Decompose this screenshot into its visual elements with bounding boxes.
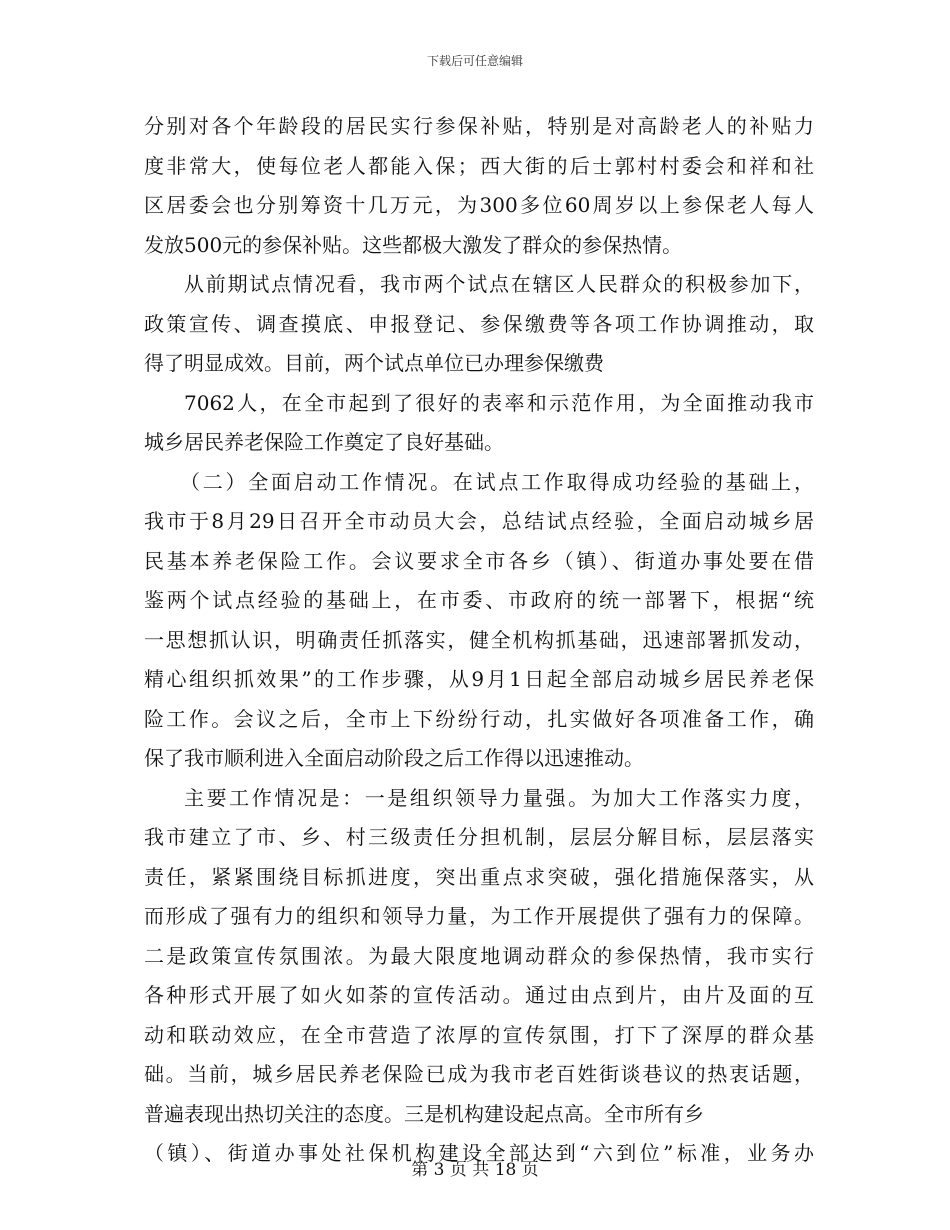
text-line: 而形成了强有力的组织和领导力量，为工作开展提供了强有力的保障。 xyxy=(144,904,814,928)
text-line: 各种形式开展了如火如荼的宣传活动。通过由点到片，由片及面的互 xyxy=(144,983,814,1007)
text-line: 城乡居民养老保险工作奠定了良好基础。 xyxy=(144,430,504,454)
text-line: 鉴两个试点经验的基础上，在市委、市政府的统一部署下，根据“统 xyxy=(144,588,814,612)
text-line: 普遍表现出热切关注的态度。三是机构建设起点高。全市所有乡 xyxy=(144,1101,704,1126)
text-line: 动和联动效应，在全市营造了浓厚的宣传氛围，打下了深厚的群众基 xyxy=(144,1022,814,1047)
text-line: 础。当前，城乡居民养老保险已成为我市老百姓街谈巷议的热衷话题， xyxy=(144,1062,814,1086)
text-line: 我市建立了市、乡、村三级责任分担机制，层层分解目标，层层落实 xyxy=(144,825,814,849)
text-line: 度非常大，使每位老人都能入保；西大街的后士郭村村委会和祥和社 xyxy=(144,153,814,178)
text-line: 一思想抓认识，明确责任抓落实，健全机构抓基础，迅速部署抓发动， xyxy=(144,627,814,652)
text-line: 责任，紧紧围绕目标抓进度，突出重点求突破，强化措施保落实，从 xyxy=(144,864,814,889)
page-number: 第 3 页 共 18 页 xyxy=(411,1160,539,1180)
text-line: 主要工作情况是：一是组织领导力量强。为加大工作落实力度， xyxy=(184,785,814,810)
text-line: 险工作。会议之后，全市上下纷纷行动，扎实做好各项准备工作，确 xyxy=(144,706,814,731)
page-header: 下载后可任意编辑 xyxy=(426,54,523,68)
text-line: 我市于8月29日召开全市动员大会，总结试点经验，全面启动城乡居 xyxy=(144,509,814,533)
text-line: 7062人，在全市起到了很好的表率和示范作用，为全面推动我市 xyxy=(184,390,814,415)
text-line: 精心组织抓效果”的工作步骤，从9月1日起全部启动城乡居民养老保 xyxy=(144,667,814,691)
text-line: 得了明显成效。目前，两个试点单位已办理参保缴费 xyxy=(144,351,604,375)
text-line: 保了我市顺利进入全面启动阶段之后工作得以迅速推动。 xyxy=(144,746,644,770)
text-line: 民基本养老保险工作。会议要求全市各乡（镇）、街道办事处要在借 xyxy=(144,548,814,573)
text-line: 从前期试点情况看，我市两个试点在辖区人民群众的积极参加下， xyxy=(184,272,814,296)
text-line: （二）全面启动工作情况。在试点工作取得成功经验的基础上， xyxy=(180,469,814,494)
text-line: 分别对各个年龄段的居民实行参保补贴，特别是对高龄老人的补贴力 xyxy=(144,114,814,138)
text-line: 二是政策宣传氛围浓。为最大限度地调动群众的参保热情，我市实行 xyxy=(144,943,814,968)
document-body xyxy=(144,107,814,1174)
text-line: 发放500元的参保补贴。这些都极大激发了群众的参保热情。 xyxy=(144,232,683,257)
text-line: 区居委会也分别筹资十几万元，为300多位60周岁以上参保老人每人 xyxy=(144,193,814,217)
text-line: （镇）、街道办事处社保机构建设全部达到“六到位”标准，业务办 xyxy=(144,1141,814,1165)
text-line: 政策宣传、调查摸底、申报登记、参保缴费等各项工作协调推动，取 xyxy=(144,311,814,336)
